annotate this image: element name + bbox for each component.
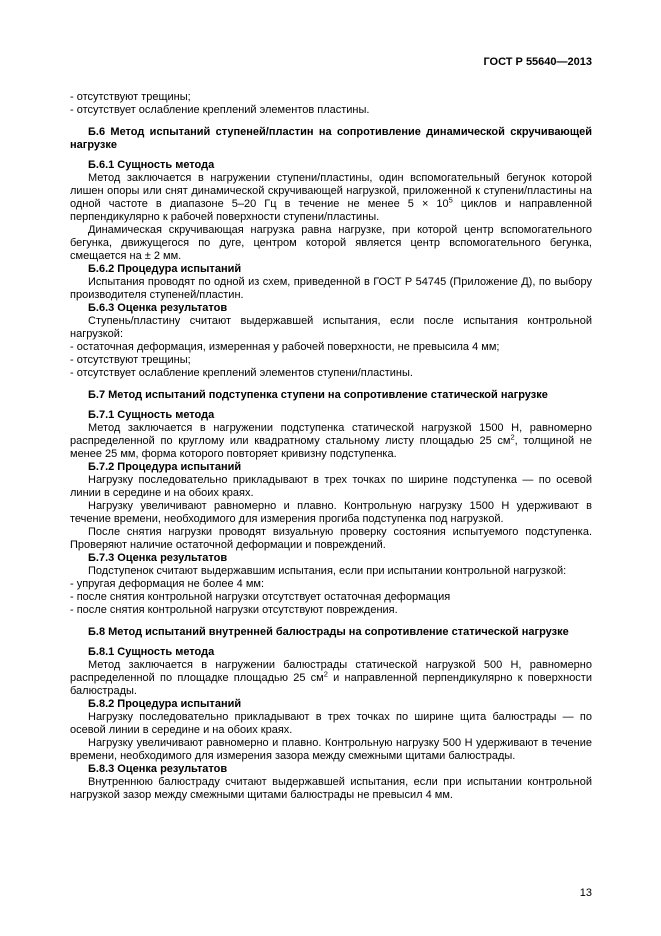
text-run: Б.8.1 Сущность метода: [88, 646, 215, 658]
superscript: 5: [448, 195, 453, 205]
text-run: - после снятия контрольной нагрузки отсутствуют повреждения.: [70, 604, 398, 616]
text-run: После снятия нагрузки проводят визуальную проверку состояния испытуемого подступенка. Проверяют наличие остаточной деформации и повреждений.: [70, 526, 592, 551]
text-run: и направленной перпендикулярно к поверхности балюстрады.: [70, 672, 592, 697]
text-run: Нагрузку последовательно прикладывают в трех точках по ширине щита балюстрады — по осевой линии в середине и на обоих краях.: [70, 711, 592, 736]
text-run: Нагрузку последовательно прикладывают в трех точках по ширине подступенка — по осевой линии в середине и на обоих краях.: [70, 474, 592, 499]
text-run: Б.8 Метод испытаний внутренней балюстрады на сопротивление статической нагрузке: [88, 626, 569, 638]
text-run: Подступенок считают выдержавшим испытания, если при испытании контрольной нагрузкой:: [88, 565, 567, 577]
list-item: [70, 604, 592, 617]
subsection-heading: [70, 159, 592, 172]
document-standard-code: ГОСТ Р 55640—2013: [483, 56, 592, 68]
page-number: 13: [579, 887, 592, 899]
text-run: - отсутствует ослабление креплений элементов ступени/пластины.: [70, 367, 413, 379]
text-run: Метод заключается в нагружении балюстрады статической нагрузкой 500 Н, равномерно распределенной по площадке площадью 25 см: [70, 659, 592, 684]
text-run: Нагрузку увеличивают равномерно и плавно. Контрольную нагрузку 500 Н удерживают в течение времени, необходимого для измерения зазора между смежными щитами балюстрады.: [70, 737, 592, 762]
text-run: Испытания проводят по одной из схем, приведенной в ГОСТ Р 54745 (Приложение Д), по выбору производителя ступеней/пластин.: [70, 276, 592, 301]
text-run: Б.6.1 Сущность метода: [88, 159, 215, 171]
list-item: [70, 104, 592, 117]
subsection-heading: [70, 461, 592, 474]
text-run: Б.6.2 Процедура испытаний: [88, 263, 242, 275]
text-run: Метод заключается в нагружении подступенка статической нагрузкой 1500 Н, равномерно распределенной по круглому или квадратному стальному листу площадью 25 см: [70, 422, 592, 447]
paragraph: [70, 422, 592, 461]
subsection-heading: [70, 263, 592, 276]
section-heading: [70, 126, 592, 152]
text-run: - отсутствуют трещины;: [70, 354, 191, 366]
text-run: Б.8.2 Процедура испытаний: [88, 698, 242, 710]
list-item: [70, 91, 592, 104]
paragraph: [70, 315, 592, 341]
paragraph: [70, 500, 592, 526]
text-run: Динамическая скручивающая нагрузка равна нагрузке, при которой центр вспомогательного бегунка, движущегося по дуге, центром которой является центр вспомогательного бегунка, смещается на ± 2 мм.: [70, 224, 592, 262]
section-heading: [70, 389, 592, 402]
text-run: , толщиной не менее 25 мм, форма которого повторяет кривизну подступенка.: [70, 435, 592, 460]
list-item: [70, 341, 592, 354]
text-run: Внутреннюю балюстраду считают выдержавшей испытания, если при испытании контрольной нагрузкой зазор между смежными щитами балюстрады не превысил 4 мм.: [70, 776, 592, 801]
subsection-heading: [70, 552, 592, 565]
text-run: Нагрузку увеличивают равномерно и плавно. Контрольную нагрузку 1500 Н удерживают в течение времени, необходимого для измерения прогиба подступенка под нагрузкой.: [70, 500, 592, 525]
text-run: циклов и направленной перпендикулярно к рабочей поверхности ступени/пластины.: [70, 198, 592, 223]
document-body: [70, 91, 592, 802]
subsection-heading: [70, 646, 592, 659]
text-run: - отсутствуют трещины;: [70, 91, 191, 103]
text-run: Метод заключается в нагружении ступени/пластины, один вспомогательный бегунок которой лишен опоры или снят динамической скручивающей нагрузкой, приложенной к ступени/пластины на одной частоте в диапазоне 5–20 Гц в течение не менее 5 × 10: [70, 172, 592, 210]
list-item: [70, 591, 592, 604]
subsection-heading: [70, 763, 592, 776]
paragraph: [70, 172, 592, 224]
paragraph: [70, 737, 592, 763]
text-run: Б.8.3 Оценка результатов: [88, 763, 228, 775]
text-run: - отсутствует ослабление креплений элементов пластины.: [70, 104, 370, 116]
text-run: Б.6.3 Оценка результатов: [88, 302, 228, 314]
paragraph: [70, 776, 592, 802]
text-run: Б.6 Метод испытаний ступеней/пластин на сопротивление динамической скручивающей нагрузке: [70, 126, 592, 151]
paragraph: [70, 224, 592, 263]
subsection-heading: [70, 302, 592, 315]
paragraph: [70, 474, 592, 500]
paragraph: [70, 565, 592, 578]
text-run: Б.7.1 Сущность метода: [88, 409, 215, 421]
text-run: Ступень/пластину считают выдержавшей испытания, если после испытания контрольной нагрузкой:: [70, 315, 592, 340]
text-run: Б.7 Метод испытаний подступенка ступени на сопротивление статической нагрузке: [88, 389, 548, 401]
text-run: - после снятия контрольной нагрузки отсутствует остаточная деформация: [70, 591, 451, 603]
superscript: 2: [510, 432, 515, 442]
list-item: [70, 354, 592, 367]
text-run: - остаточная деформация, измеренная у рабочей поверхности, не превысила 4 мм;: [70, 341, 500, 353]
superscript: 2: [323, 669, 328, 679]
subsection-heading: [70, 698, 592, 711]
paragraph: [70, 659, 592, 698]
text-run: Б.7.3 Оценка результатов: [88, 552, 228, 564]
paragraph: [70, 276, 592, 302]
paragraph: [70, 526, 592, 552]
subsection-heading: [70, 409, 592, 422]
list-item: [70, 367, 592, 380]
paragraph: [70, 711, 592, 737]
list-item: [70, 578, 592, 591]
text-run: - упругая деформация не более 4 мм:: [70, 578, 265, 590]
text-run: Б.7.2 Процедура испытаний: [88, 461, 242, 473]
section-heading: [70, 626, 592, 639]
